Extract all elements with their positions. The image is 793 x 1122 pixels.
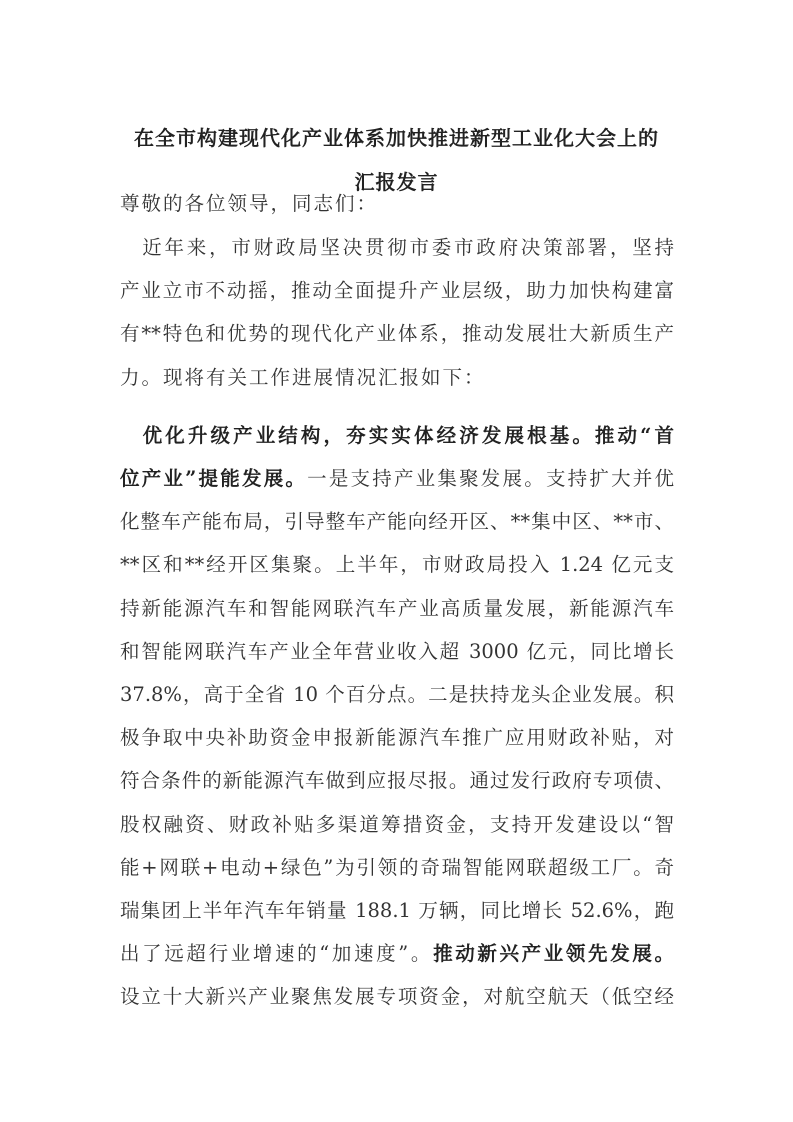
body-text-segment: 极争取中央补助资金申报新能源汽车推广应用财政补贴，对 <box>120 726 674 750</box>
text-line <box>120 897 674 925</box>
body-text-segment: 一是支持产业集聚发展。支持扩大并优 <box>307 467 674 490</box>
title-line-1: 在全市构建现代化产业体系加快推进新型工业化大会上的 <box>134 126 659 150</box>
body-text-segment: **区和**经开区集聚。上半年，市财政局投入 1.24 亿元支 <box>120 553 674 577</box>
body-text-segment: 力。现将有关工作进展情况汇报如下： <box>120 365 486 389</box>
text-line <box>120 681 674 709</box>
body-text-segment: 有**特色和优势的现代化产业体系，推动发展壮大新质生产 <box>120 322 674 346</box>
bold-heading-text: 优化升级产业结构，夯实实体经济发展根基。推动“首 <box>120 423 674 447</box>
text-line <box>120 854 674 882</box>
text-line <box>120 277 674 305</box>
text-line <box>120 320 674 348</box>
body-text-segment: 能+网联+电动+绿色”为引领的奇瑞智能网联超级工厂。奇 <box>120 855 674 879</box>
salutation: 尊敬的各位领导，同志们： <box>120 192 379 215</box>
text-line <box>120 767 674 795</box>
body-text-segment: 持新能源汽车和智能网联汽车产业高质量发展，新能源汽车 <box>120 596 674 620</box>
body-text-segment: 近年来，市财政局坚决贯彻市委市政府决策部署，坚持 <box>120 236 674 259</box>
title-line-2: 汇报发言 <box>354 170 439 194</box>
text-line <box>120 551 674 579</box>
body-text-segment: 符合条件的新能源汽车做到应报尽报。通过发行政府专项债、 <box>120 769 674 793</box>
text-line <box>120 234 674 262</box>
text-line <box>120 465 674 493</box>
body-text-segment: 瑞集团上半年汽车年销量 188.1 万辆，同比增长 52.6%，跑 <box>120 899 674 922</box>
text-line <box>120 595 674 623</box>
body-text-segment: 产业立市不动摇，推动全面提升产业层级，助力加快构建富 <box>120 279 674 303</box>
text-line <box>120 422 674 450</box>
bold-heading-text: 推动新兴产业领先发展。 <box>433 942 674 966</box>
bold-heading-text: 位产业”提能发展。 <box>120 467 308 490</box>
text-line <box>120 508 674 536</box>
text-line <box>120 940 674 968</box>
text-line <box>120 364 674 392</box>
body-text-segment: 股权融资、财政补贴多渠道筹措资金，支持开发建设以“智 <box>120 812 674 836</box>
body-text-segment: 和智能网联汽车产业全年营业收入超 3000 亿元，同比增长 <box>120 639 674 663</box>
text-line <box>120 638 674 666</box>
body-text-segment: 化整车产能布局，引导整车产能向经开区、**集中区、**市、 <box>120 510 674 534</box>
text-line <box>120 724 674 752</box>
body-text-segment: 出了远超行业增速的“加速度”。 <box>120 942 434 966</box>
text-line <box>120 811 674 839</box>
text-line <box>120 983 674 1011</box>
body-text-segment: 37.8%，高于全省 10 个百分点。二是扶持龙头企业发展。积 <box>120 683 674 706</box>
body-text-segment: 设立十大新兴产业聚焦发展专项资金，对航空航天（低空经 <box>120 985 674 1009</box>
